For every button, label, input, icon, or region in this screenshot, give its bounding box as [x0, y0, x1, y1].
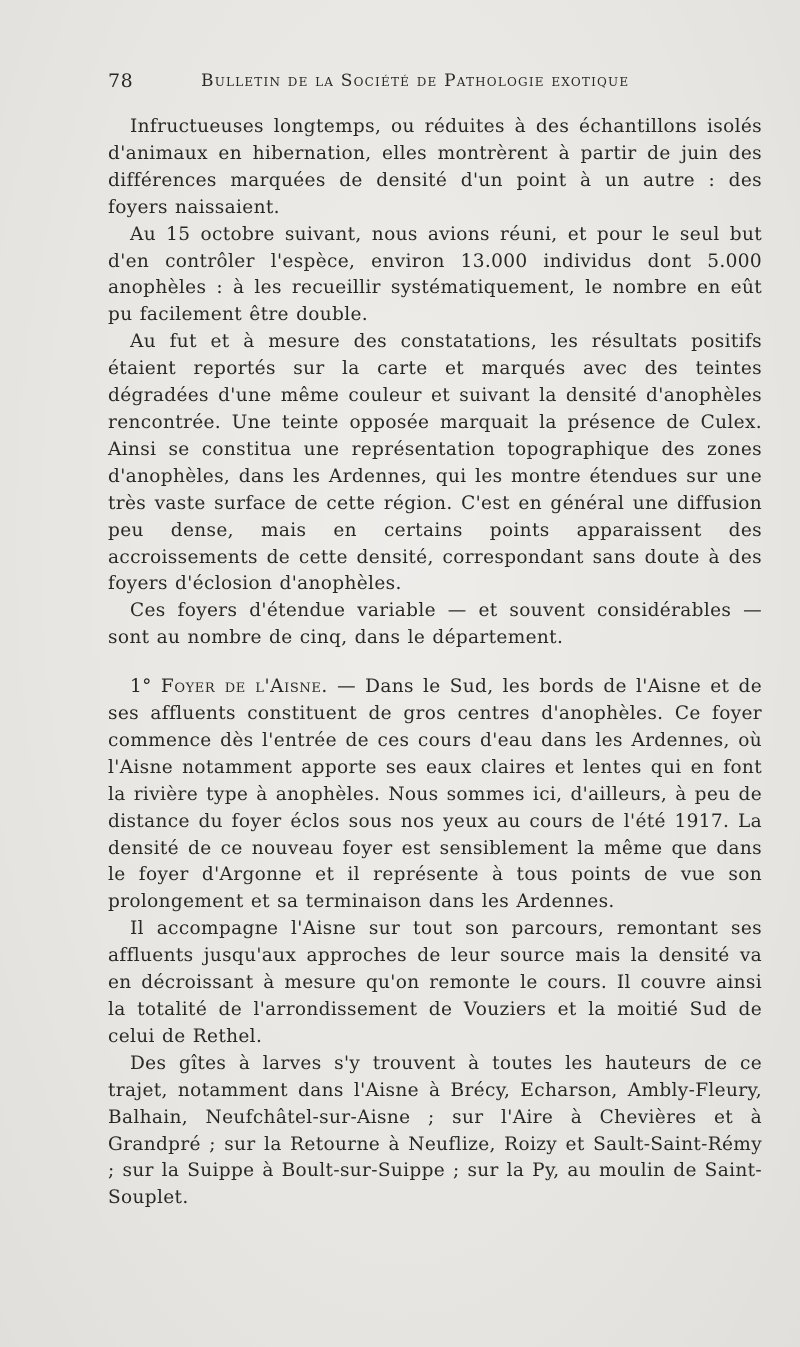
- page-header: [108, 70, 763, 100]
- section-first-paragraph: Dans le Sud, les bords de l'Aisne et de ses affluents constituent de gros centres d'anophèles. Ce foyer commence dès l'entrée de ces cours d'eau dans les Ardennes, où l'Aisne notamment apporte ses eaux claires et lentes qui en font la rivière type à anophèles. Nous sommes ici, d'ailleurs, à peu de distance du foyer éclos sous nos yeux au cours de l'été 1917. La densité de ce nouveau foyer est sensiblement la même que dans le foyer d'Argonne et il représente à tous points de vue son prolongement et sa terminaison dans les Ardennes.: [108, 676, 763, 913]
- paragraph: Au fut et à mesure des constatations, les résultats positifs étaient reportés sur la carte et marqués avec des teintes dégradées d'une même couleur et suivant la densité d'anophèles rencontrée. Une teinte opposée marquait la présence de Culex. Ainsi se constitua une représentation topographique des zones d'anophèles, dans les Ardennes, qui les montre étendues sur une très vaste surface de cette région. C'est en général une diffusion peu dense, mais en certains points apparaissent des accroissements de cette densité, correspondant sans doute à des foyers d'éclosion d'anophèles.: [108, 331, 762, 595]
- paragraph: Infructueuses longtemps, ou réduites à des échantillons isolés d'animaux en hibernation, elles montrèrent à partir de juin des différences marquées de densité d'un point à un autre : des foyers naissaient.: [108, 116, 762, 218]
- paragraph: Au 15 octobre suivant, nous avions réuni, et pour le seul but d'en contrôler l'espèce, environ 13.000 individus dont 5.000 anophèles : à les recueillir systématiquement, le nombre en eût pu facilement être double.: [108, 223, 762, 326]
- section-heading-dash: —: [327, 676, 366, 698]
- paragraph: Ces foyers d'étendue variable — et souvent considérables — sont au nombre de cinq, dans le département.: [108, 600, 762, 649]
- body-text: [108, 114, 762, 1212]
- section-heading: Foyer de l'Aisne.: [160, 676, 328, 698]
- paragraph: Des gîtes à larves s'y trouvent à toutes les hauteurs de ce trajet, notamment dans l'Aisne à Brécy, Echarson, Ambly-Fleury, Balhain, Neufchâtel-sur-Aisne ; sur l'Aire à Chevières et à Grandpré ; sur la Retourne à Neuflize, Roizy et Sault-Saint-Rémy ; sur la Suippe à Boult-sur-Suippe ; sur la Py, au moulin de Saint-Souplet.: [108, 1052, 762, 1209]
- section-paragraph: [108, 674, 762, 916]
- paragraph: Il accompagne l'Aisne sur tout son parcours, remontant ses affluents jusqu'aux approches de leur source mais la densité va en décroissant à mesure qu'on remonte le cours. Il couvre ainsi la totalité de l'arrondissement de Vouziers et la moitié Sud de celui de Rethel.: [108, 918, 762, 1047]
- section-heading-number: 1°: [130, 676, 152, 698]
- page-number: 78: [108, 70, 134, 92]
- running-title: Bulletin de la Société de Pathologie exotique: [201, 71, 630, 91]
